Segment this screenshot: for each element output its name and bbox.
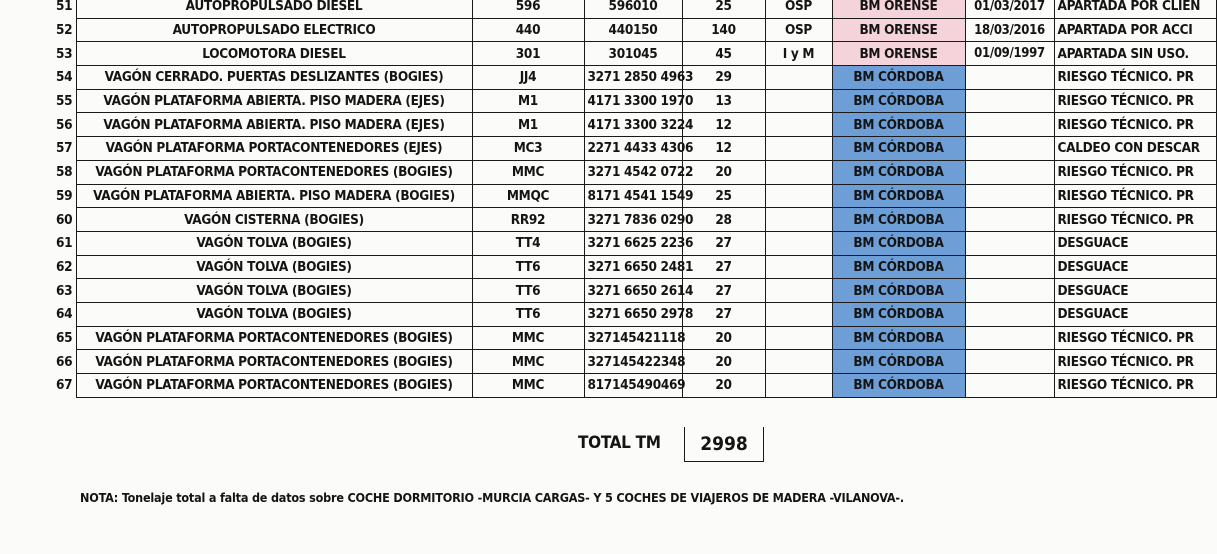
series-cell: MMC bbox=[472, 326, 584, 350]
tonnage-cell: 27 bbox=[682, 231, 765, 255]
location-cell: BM CÓRDOBA bbox=[832, 113, 965, 137]
description-cell: VAGÓN PLATAFORMA PORTACONTENEDORES (BOGIES) bbox=[76, 374, 472, 398]
row-number: 59 bbox=[56, 184, 76, 208]
tonnage-cell: 25 bbox=[682, 0, 765, 18]
total-label: TOTAL TM bbox=[578, 433, 661, 453]
description-cell: AUTOPROPULSADO DIESEL bbox=[76, 0, 472, 18]
table-row bbox=[56, 66, 1216, 90]
table-row bbox=[56, 113, 1216, 137]
series-cell: JJ4 bbox=[472, 66, 584, 90]
tonnage-cell: 27 bbox=[682, 279, 765, 303]
registration-cell: 817145490469 bbox=[584, 374, 682, 398]
registration-cell: 8171 4541 1549 bbox=[584, 184, 682, 208]
registration-cell: 301045 bbox=[584, 42, 682, 66]
description-cell: VAGÓN PLATAFORMA PORTACONTENEDORES (BOGIES) bbox=[76, 350, 472, 374]
row-number: 57 bbox=[56, 137, 76, 161]
status-cell: RIESGO TÉCNICO. PR bbox=[1054, 350, 1216, 374]
table-row bbox=[56, 160, 1216, 184]
series-cell: MMC bbox=[472, 350, 584, 374]
registration-cell: 3271 4542 0722 bbox=[584, 160, 682, 184]
registration-cell: 3271 6650 2481 bbox=[584, 255, 682, 279]
row-number: 55 bbox=[56, 89, 76, 113]
status-cell: RIESGO TÉCNICO. PR bbox=[1054, 208, 1216, 232]
table-row bbox=[56, 326, 1216, 350]
registration-cell: 3271 7836 0290 bbox=[584, 208, 682, 232]
series-cell: TT6 bbox=[472, 302, 584, 326]
description-cell: VAGÓN PLATAFORMA PORTACONTENEDORES (EJES) bbox=[76, 137, 472, 161]
status-cell: RIESGO TÉCNICO. PR bbox=[1054, 160, 1216, 184]
date-cell bbox=[965, 208, 1054, 232]
date-cell bbox=[965, 137, 1054, 161]
status-cell: APARTADA SIN USO. bbox=[1054, 42, 1216, 66]
tonnage-cell: 20 bbox=[682, 350, 765, 374]
status-cell: CALDEO CON DESCAR bbox=[1054, 137, 1216, 161]
registration-cell: 3271 6650 2978 bbox=[584, 302, 682, 326]
series-cell: 301 bbox=[472, 42, 584, 66]
location-cell: BM CÓRDOBA bbox=[832, 89, 965, 113]
row-number: 63 bbox=[56, 279, 76, 303]
status-cell: RIESGO TÉCNICO. PR bbox=[1054, 66, 1216, 90]
description-cell: AUTOPROPULSADO ELECTRICO bbox=[76, 18, 472, 42]
description-cell: VAGÓN PLATAFORMA ABIERTA. PISO MADERA (EJES) bbox=[76, 89, 472, 113]
series-cell: MMC bbox=[472, 374, 584, 398]
location-cell: BM CÓRDOBA bbox=[832, 137, 965, 161]
registration-cell: 327145421118 bbox=[584, 326, 682, 350]
status-cell: DESGUACE bbox=[1054, 279, 1216, 303]
table-row bbox=[56, 89, 1216, 113]
status-cell: DESGUACE bbox=[1054, 231, 1216, 255]
description-cell: VAGÓN PLATAFORMA ABIERTA. PISO MADERA (BOGIES) bbox=[76, 184, 472, 208]
tonnage-cell: 20 bbox=[682, 374, 765, 398]
location-cell: BM CÓRDOBA bbox=[832, 255, 965, 279]
status-cell: RIESGO TÉCNICO. PR bbox=[1054, 374, 1216, 398]
tonnage-cell: 29 bbox=[682, 66, 765, 90]
registration-cell: 3271 6625 2236 bbox=[584, 231, 682, 255]
row-number: 60 bbox=[56, 208, 76, 232]
date-cell: 01/09/1997 bbox=[965, 42, 1054, 66]
registration-cell: 327145422348 bbox=[584, 350, 682, 374]
table-row bbox=[56, 302, 1216, 326]
date-cell bbox=[965, 302, 1054, 326]
date-cell: 18/03/2016 bbox=[965, 18, 1054, 42]
status-cell: APARTADA POR CLIEN bbox=[1054, 0, 1216, 18]
description-cell: VAGÓN PLATAFORMA ABIERTA. PISO MADERA (EJES) bbox=[76, 113, 472, 137]
usage-cell: OSP bbox=[765, 18, 832, 42]
location-cell: BM CÓRDOBA bbox=[832, 184, 965, 208]
location-cell: BM CÓRDOBA bbox=[832, 326, 965, 350]
table-row bbox=[56, 255, 1216, 279]
usage-cell bbox=[765, 66, 832, 90]
usage-cell bbox=[765, 302, 832, 326]
location-cell: BM CÓRDOBA bbox=[832, 374, 965, 398]
series-cell: M1 bbox=[472, 89, 584, 113]
table-body bbox=[56, 0, 1216, 397]
tonnage-cell: 20 bbox=[682, 326, 765, 350]
row-number: 61 bbox=[56, 231, 76, 255]
table-row bbox=[56, 374, 1216, 398]
usage-cell bbox=[765, 184, 832, 208]
registration-cell: 596010 bbox=[584, 0, 682, 18]
table-row bbox=[56, 184, 1216, 208]
registration-cell: 3271 2850 4963 bbox=[584, 66, 682, 90]
date-cell: 01/03/2017 bbox=[965, 0, 1054, 18]
tonnage-cell: 27 bbox=[682, 302, 765, 326]
description-cell: VAGÓN TOLVA (BOGIES) bbox=[76, 231, 472, 255]
row-number: 65 bbox=[56, 326, 76, 350]
registration-cell: 4171 3300 1970 bbox=[584, 89, 682, 113]
date-cell bbox=[965, 160, 1054, 184]
row-number: 62 bbox=[56, 255, 76, 279]
table-row bbox=[56, 279, 1216, 303]
date-cell bbox=[965, 231, 1054, 255]
description-cell: VAGÓN PLATAFORMA PORTACONTENEDORES (BOGIES) bbox=[76, 326, 472, 350]
series-cell: RR92 bbox=[472, 208, 584, 232]
series-cell: TT4 bbox=[472, 231, 584, 255]
row-number: 66 bbox=[56, 350, 76, 374]
tonnage-cell: 12 bbox=[682, 137, 765, 161]
date-cell bbox=[965, 374, 1054, 398]
usage-cell bbox=[765, 89, 832, 113]
description-cell: VAGÓN PLATAFORMA PORTACONTENEDORES (BOGIES) bbox=[76, 160, 472, 184]
location-cell: BM CÓRDOBA bbox=[832, 302, 965, 326]
row-number: 58 bbox=[56, 160, 76, 184]
usage-cell bbox=[765, 255, 832, 279]
footnote: NOTA: Tonelaje total a falta de datos sobre COCHE DORMITORIO -MURCIA CARGAS- Y 5 COCHES DE VIAJEROS DE MADERA -VILANOVA-. bbox=[80, 490, 904, 505]
location-cell: BM CÓRDOBA bbox=[832, 208, 965, 232]
status-cell: DESGUACE bbox=[1054, 302, 1216, 326]
description-cell: VAGÓN TOLVA (BOGIES) bbox=[76, 279, 472, 303]
status-cell: RIESGO TÉCNICO. PR bbox=[1054, 113, 1216, 137]
tonnage-cell: 140 bbox=[682, 18, 765, 42]
date-cell bbox=[965, 279, 1054, 303]
tonnage-cell: 25 bbox=[682, 184, 765, 208]
usage-cell: OSP bbox=[765, 0, 832, 18]
date-cell bbox=[965, 326, 1054, 350]
registration-cell: 440150 bbox=[584, 18, 682, 42]
registration-cell: 2271 4433 4306 bbox=[584, 137, 682, 161]
row-number: 52 bbox=[56, 18, 76, 42]
series-cell: 596 bbox=[472, 0, 584, 18]
location-cell: BM CÓRDOBA bbox=[832, 279, 965, 303]
usage-cell bbox=[765, 113, 832, 137]
usage-cell bbox=[765, 231, 832, 255]
series-cell: TT6 bbox=[472, 255, 584, 279]
location-cell: BM CÓRDOBA bbox=[832, 231, 965, 255]
series-cell: MMC bbox=[472, 160, 584, 184]
usage-cell bbox=[765, 160, 832, 184]
usage-cell: I y M bbox=[765, 42, 832, 66]
table-row bbox=[56, 0, 1216, 18]
series-cell: TT6 bbox=[472, 279, 584, 303]
tonnage-cell: 45 bbox=[682, 42, 765, 66]
description-cell: VAGÓN TOLVA (BOGIES) bbox=[76, 255, 472, 279]
registration-cell: 3271 6650 2614 bbox=[584, 279, 682, 303]
usage-cell bbox=[765, 374, 832, 398]
location-cell: BM ORENSE bbox=[832, 18, 965, 42]
location-cell: BM CÓRDOBA bbox=[832, 350, 965, 374]
date-cell bbox=[965, 113, 1054, 137]
series-cell: MC3 bbox=[472, 137, 584, 161]
table-row bbox=[56, 18, 1216, 42]
tonnage-cell: 28 bbox=[682, 208, 765, 232]
usage-cell bbox=[765, 350, 832, 374]
location-cell: BM CÓRDOBA bbox=[832, 66, 965, 90]
tonnage-cell: 13 bbox=[682, 89, 765, 113]
series-cell: MMQC bbox=[472, 184, 584, 208]
row-number: 64 bbox=[56, 302, 76, 326]
location-cell: BM ORENSE bbox=[832, 0, 965, 18]
status-cell: RIESGO TÉCNICO. PR bbox=[1054, 184, 1216, 208]
location-cell: BM CÓRDOBA bbox=[832, 160, 965, 184]
usage-cell bbox=[765, 208, 832, 232]
row-number: 54 bbox=[56, 66, 76, 90]
status-cell: RIESGO TÉCNICO. PR bbox=[1054, 326, 1216, 350]
row-number: 51 bbox=[56, 0, 76, 18]
table-row bbox=[56, 231, 1216, 255]
row-number: 67 bbox=[56, 374, 76, 398]
status-cell: RIESGO TÉCNICO. PR bbox=[1054, 89, 1216, 113]
table-row bbox=[56, 42, 1216, 66]
row-number: 56 bbox=[56, 113, 76, 137]
date-cell bbox=[965, 89, 1054, 113]
date-cell bbox=[965, 66, 1054, 90]
date-cell bbox=[965, 184, 1054, 208]
registration-cell: 4171 3300 3224 bbox=[584, 113, 682, 137]
usage-cell bbox=[765, 137, 832, 161]
series-cell: 440 bbox=[472, 18, 584, 42]
tonnage-cell: 20 bbox=[682, 160, 765, 184]
status-cell: APARTADA POR ACCI bbox=[1054, 18, 1216, 42]
table-row bbox=[56, 350, 1216, 374]
date-cell bbox=[965, 255, 1054, 279]
status-cell: DESGUACE bbox=[1054, 255, 1216, 279]
description-cell: VAGÓN CERRADO. PUERTAS DESLIZANTES (BOGIES) bbox=[76, 66, 472, 90]
table-row bbox=[56, 137, 1216, 161]
total-value: 2998 bbox=[684, 427, 764, 462]
series-cell: M1 bbox=[472, 113, 584, 137]
row-number: 53 bbox=[56, 42, 76, 66]
description-cell: VAGÓN CISTERNA (BOGIES) bbox=[76, 208, 472, 232]
date-cell bbox=[965, 350, 1054, 374]
location-cell: BM ORENSE bbox=[832, 42, 965, 66]
tonnage-cell: 12 bbox=[682, 113, 765, 137]
description-cell: VAGÓN TOLVA (BOGIES) bbox=[76, 302, 472, 326]
table-row bbox=[56, 208, 1216, 232]
usage-cell bbox=[765, 279, 832, 303]
description-cell: LOCOMOTORA DIESEL bbox=[76, 42, 472, 66]
rolling-stock-table bbox=[56, 0, 1217, 398]
tonnage-cell: 27 bbox=[682, 255, 765, 279]
usage-cell bbox=[765, 326, 832, 350]
